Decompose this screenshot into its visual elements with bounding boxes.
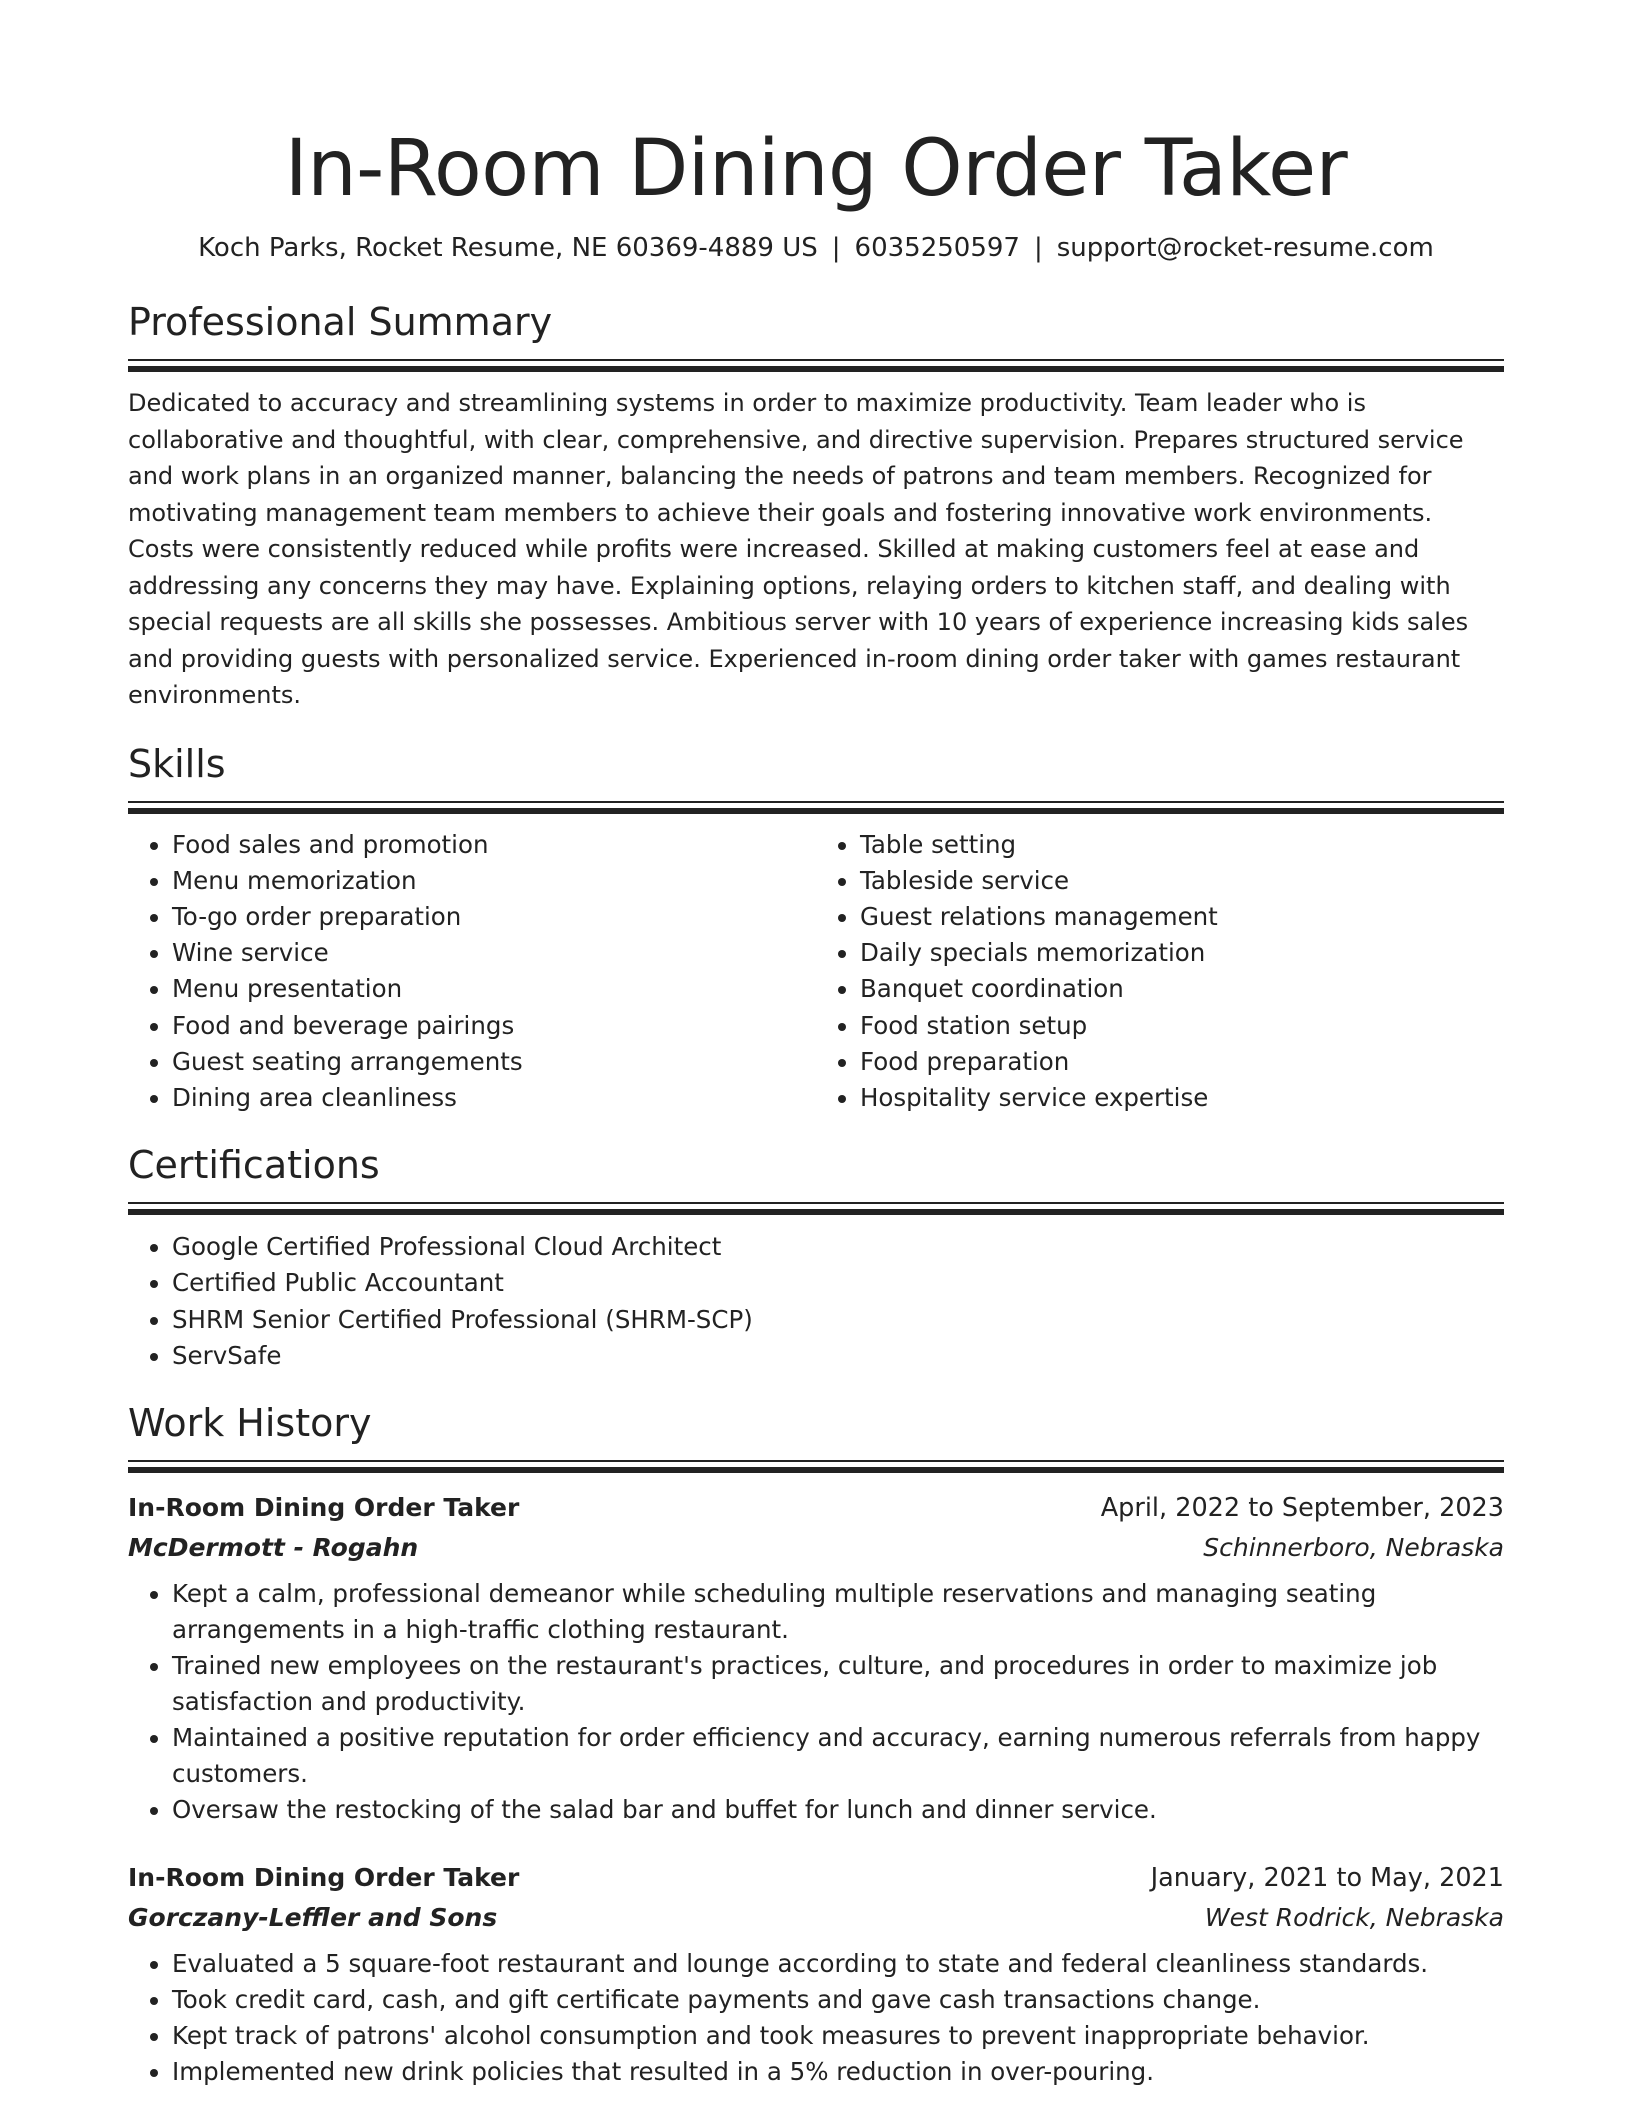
section-divider — [128, 1460, 1504, 1474]
skill-item: • Menu memorization — [172, 863, 816, 899]
summary-section — [128, 297, 1504, 714]
job-bullet-list — [128, 1946, 1504, 2090]
contact-line — [128, 230, 1504, 266]
job-header-row — [128, 1488, 1504, 1528]
section-title-skills: Skills — [128, 741, 226, 786]
skill-item: • Banquet coordination — [860, 971, 1504, 1007]
job-dates: April, 2022 to September, 2023 — [1100, 1492, 1504, 1523]
skill-item: • Hospitality service expertise — [860, 1080, 1504, 1116]
skill-item: • To-go order preparation — [172, 899, 816, 935]
skill-item: • Tableside service — [860, 863, 1504, 899]
section-title-work-history: Work History — [128, 1400, 372, 1445]
job-bullet-list — [128, 1576, 1504, 1828]
skill-item: • Food preparation — [860, 1044, 1504, 1080]
section-divider — [128, 359, 1504, 373]
skill-item: • Guest seating arrangements — [172, 1044, 816, 1080]
job-bullet: • Kept a calm, professional demeanor while scheduling multiple reservations and managing seating arrangements in a high-traffic clothing restaurant. — [172, 1576, 1504, 1648]
contact-separator: | — [831, 233, 841, 263]
section-divider — [128, 1202, 1504, 1216]
job-dates: January, 2021 to May, 2021 — [1150, 1862, 1504, 1893]
job-bullet: • Implemented new drink policies that resulted in a 5% reduction in over-pouring. — [172, 2054, 1504, 2090]
job-entry — [128, 1858, 1504, 2090]
certification-item: • SHRM Senior Certified Professional (SHRM-SCP) — [172, 1302, 1504, 1338]
skills-list-right — [816, 827, 1504, 1117]
skill-item: • Wine service — [172, 935, 816, 971]
certification-item: • ServSafe — [172, 1338, 1504, 1374]
job-company: McDermott - Rogahn — [128, 1532, 419, 1562]
job-title: In-Room Dining Order Taker — [128, 1862, 520, 1892]
skill-item: • Food station setup — [860, 1008, 1504, 1044]
job-bullet: • Kept track of patrons' alcohol consumption and took measures to prevent inappropriate behavior. — [172, 2018, 1504, 2054]
skill-item: • Food sales and promotion — [172, 827, 816, 863]
skill-item: • Guest relations management — [860, 899, 1504, 935]
job-bullet: • Evaluated a 5 square-foot restaurant and lounge according to state and federal cleanliness standards. — [172, 1946, 1504, 1982]
work-history-section — [128, 1398, 1504, 2090]
contact-separator: | — [1033, 233, 1043, 263]
skill-item: • Menu presentation — [172, 971, 816, 1007]
job-entry — [128, 1488, 1504, 1828]
job-bullet: • Maintained a positive reputation for order efficiency and accuracy, earning numerous referrals from happy customers. — [172, 1720, 1504, 1792]
certification-item: • Google Certified Professional Cloud Architect — [172, 1229, 1504, 1265]
skill-item: • Dining area cleanliness — [172, 1080, 816, 1116]
job-header-row — [128, 1858, 1504, 1898]
job-location: West Rodrick, Nebraska — [1204, 1902, 1504, 1932]
skills-list-left — [128, 827, 816, 1117]
job-company: Gorczany-Leffler and Sons — [128, 1902, 498, 1932]
section-title-summary: Professional Summary — [128, 300, 553, 344]
job-bullet: • Oversaw the restocking of the salad bar and buffet for lunch and dinner service. — [172, 1792, 1504, 1828]
skills-section — [128, 739, 1504, 1117]
skills-grid — [128, 827, 1504, 1117]
job-company-row — [128, 1528, 1504, 1568]
job-title: In-Room Dining Order Taker — [128, 1492, 520, 1522]
summary-text: Dedicated to accuracy and streamlining systems in order to maximize productivity. Team leader who is collaborative and thoughtful, with clear, comprehensive, and directive supervision. Prepares structured service and work plans in an organized manner, balancing the needs of patrons and team members. Recognized for motivating management team members to achieve their goals and fostering innovative work environments. Costs were consistently reduced while profits were increased. Skilled at making customers feel at ease and addressing any concerns they may have. Explaining options, relaying orders to kitchen staff, and dealing with special requests are all skills she possesses. Ambitious server with 10 years of experience increasing kids sales and providing guests with personalized service. Experienced in-room dining order taker with games restaurant environments. — [128, 389, 1469, 709]
job-company-row — [128, 1898, 1504, 1938]
skill-item: • Food and beverage pairings — [172, 1008, 816, 1044]
skill-item: • Daily specials memorization — [860, 935, 1504, 971]
contact-email: support@rocket-resume.com — [1056, 233, 1434, 263]
job-location: Schinnerboro, Nebraska — [1203, 1532, 1504, 1562]
job-bullet: • Took credit card, cash, and gift certificate payments and gave cash transactions change. — [172, 1982, 1504, 2018]
certifications-list — [128, 1229, 1504, 1374]
job-bullet: • Trained new employees on the restaurant's practices, culture, and procedures in order to maximize job satisfaction and productivity. — [172, 1648, 1504, 1720]
section-title-certifications: Certifications — [128, 1143, 380, 1188]
section-divider — [128, 801, 1504, 815]
contact-address: Koch Parks, Rocket Resume, NE 60369-4889 US — [198, 233, 818, 263]
certification-item: • Certified Public Accountant — [172, 1265, 1504, 1301]
certifications-section — [128, 1140, 1504, 1374]
candidate-name: In-Room Dining Order Taker — [284, 124, 1348, 214]
contact-phone: 6035250597 — [854, 233, 1020, 263]
skill-item: • Table setting — [860, 827, 1504, 863]
